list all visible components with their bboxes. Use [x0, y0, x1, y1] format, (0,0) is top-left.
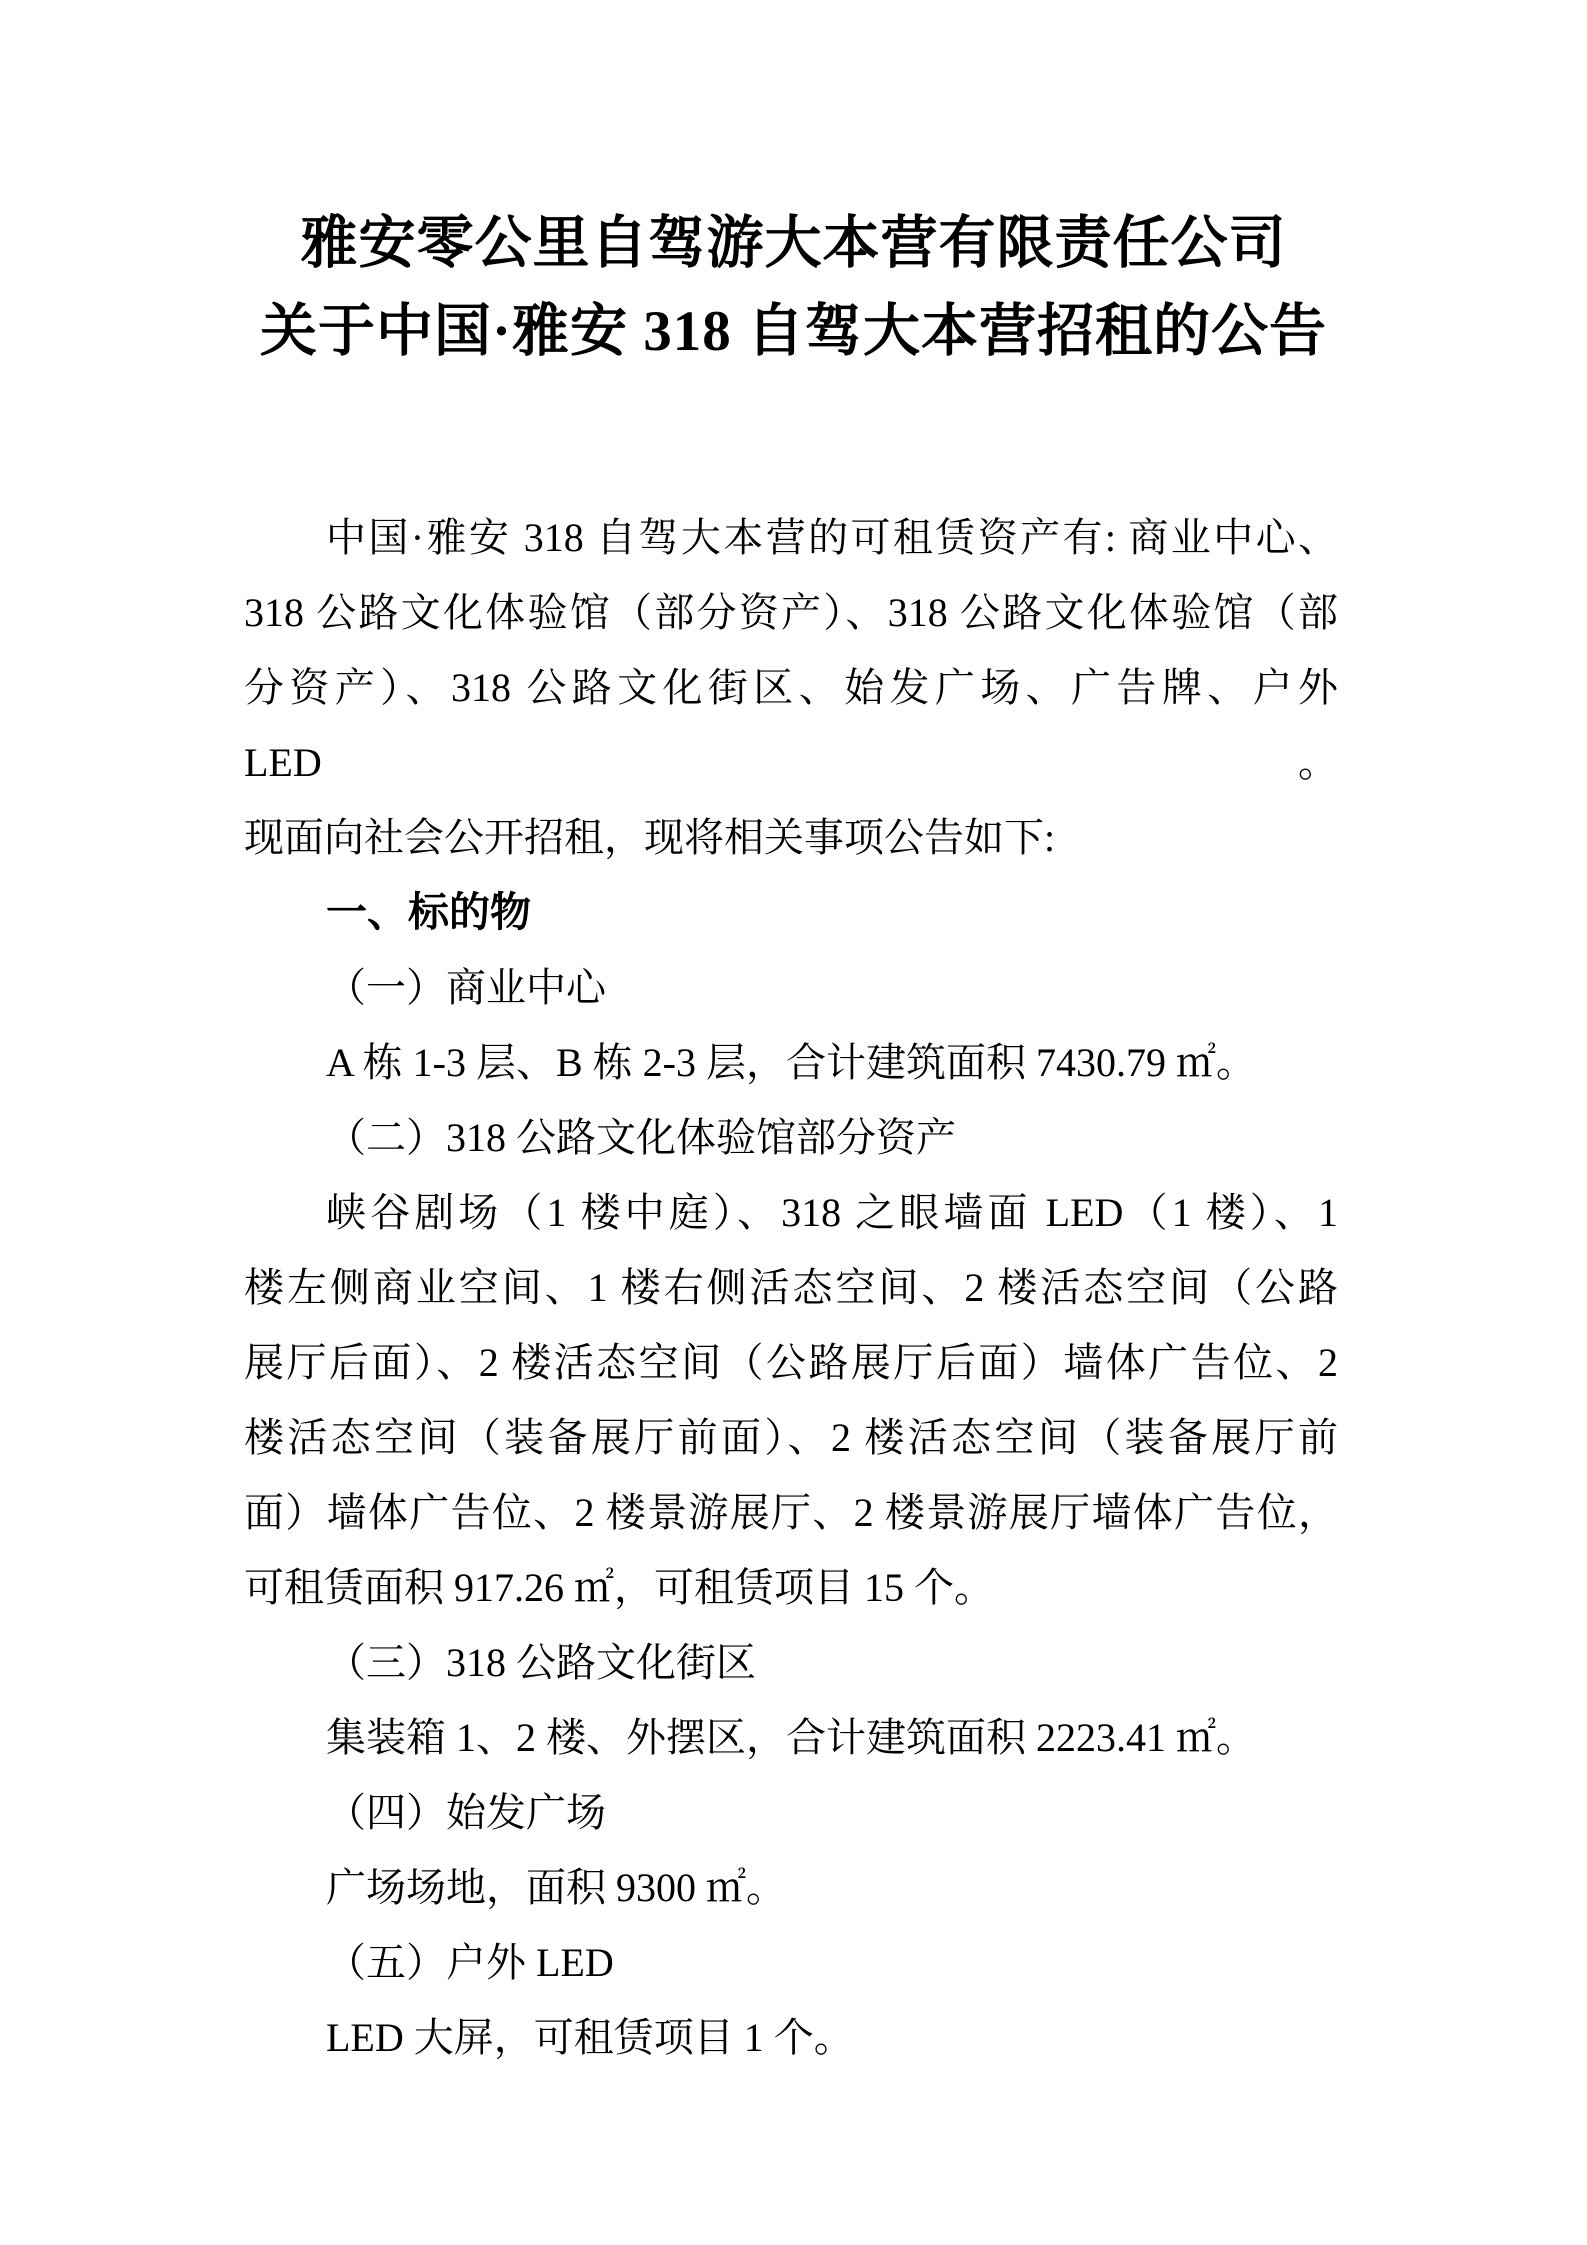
document-line: 分资产）、318 公路文化街区、始发广场、广告牌、户外 LED。 — [244, 665, 1338, 785]
document-title-line-2: 关于中国·雅安 318 自驾大本营招租的公告 — [259, 300, 1327, 363]
document-line: （一）商业中心 — [326, 965, 606, 1010]
document-line: 集装箱 1、2 楼、外摆区，合计建筑面积 2223.41 ㎡。 — [326, 1715, 1256, 1760]
document-line: 中国·雅安 318 自驾大本营的可租赁资产有: 商业中心、 — [326, 515, 1338, 560]
document-line: 楼活态空间（装备展厅前面）、2 楼活态空间（装备展厅前 — [244, 1415, 1338, 1460]
document-line: 318 公路文化体验馆（部分资产）、318 公路文化体验馆（部 — [244, 590, 1338, 635]
document-line: 峡谷剧场（1 楼中庭）、318 之眼墙面 LED（1 楼）、1 — [326, 1190, 1338, 1235]
document-line: （二）318 公路文化体验馆部分资产 — [326, 1115, 956, 1160]
document-body — [244, 500, 1338, 2075]
document-line: （四）始发广场 — [326, 1790, 606, 1835]
document-line: 广场场地，面积 9300 ㎡。 — [326, 1865, 786, 1910]
document-line: 现面向社会公开招租，现将相关事项公告如下: — [244, 815, 1056, 860]
document-line: （五）户外 LED — [326, 1940, 614, 1985]
document-line: 展厅后面）、2 楼活态空间（公路展厅后面）墙体广告位、2 — [244, 1340, 1338, 1385]
document-title-line-1: 雅安零公里自驾游大本营有限责任公司 — [300, 212, 1287, 275]
document-line: （三）318 公路文化街区 — [326, 1640, 756, 1685]
document-line: 可租赁面积 917.26 ㎡，可租赁项目 15 个。 — [244, 1565, 994, 1610]
document-line: LED 大屏，可租赁项目 1 个。 — [326, 2015, 854, 2060]
document-line: 一、标的物 — [326, 889, 531, 935]
document-line: A 栋 1-3 层、B 栋 2-3 层，合计建筑面积 7430.79 ㎡。 — [326, 1040, 1256, 1085]
document-title — [0, 200, 1587, 376]
document-line: 面）墙体广告位、2 楼景游展厅、2 楼景游展厅墙体广告位， — [244, 1490, 1338, 1535]
document-line: 楼左侧商业空间、1 楼右侧活态空间、2 楼活态空间（公路 — [244, 1265, 1338, 1310]
